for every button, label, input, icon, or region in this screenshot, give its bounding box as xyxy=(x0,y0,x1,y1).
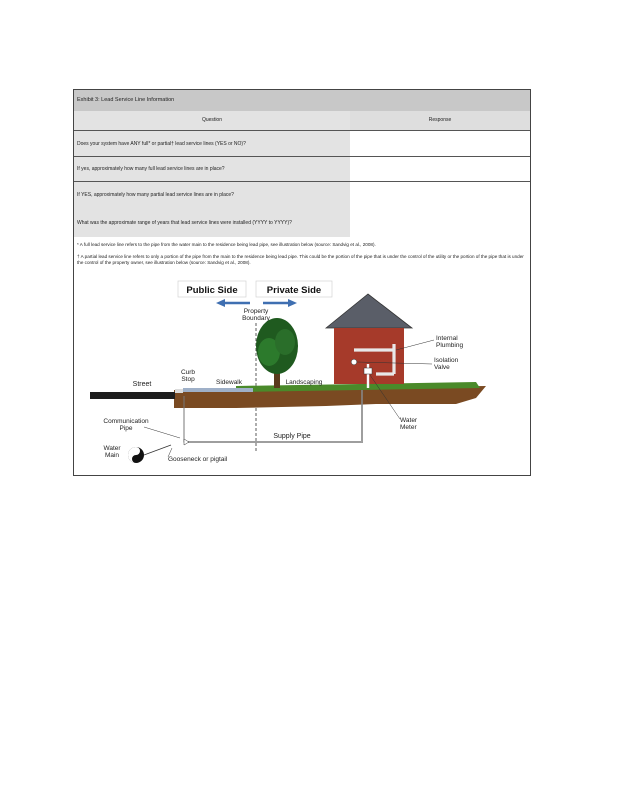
table-row xyxy=(74,156,530,181)
table-row xyxy=(74,208,530,237)
service-line-diagram xyxy=(76,278,528,474)
isolation-valve-icon xyxy=(351,359,357,365)
exhibit-title: Exhibit 3: Lead Service Line Information xyxy=(74,90,530,111)
sidewalk-label: Sidewalk xyxy=(215,379,243,386)
street-surface xyxy=(90,392,175,399)
communication-pipe-label-2: Pipe xyxy=(119,425,133,432)
question-cell: If yes, approximately how many full lead service lines are in place? xyxy=(74,157,350,181)
header-row xyxy=(74,111,530,130)
private-side-label: Private Side xyxy=(266,285,322,296)
footnote-full: * A full lead service line refers to the pipe from the water main to the residence being lead pipe, see illustration below (source: Sandvig et al., 2008). xyxy=(77,242,376,247)
curb-stop-label-2: Stop xyxy=(181,376,195,383)
sidewalk-surface xyxy=(183,388,253,392)
water-meter-label: Water xyxy=(400,417,418,424)
question-cell: Does your system have ANY full* or partial† lead service lines (YES or NO)? xyxy=(74,131,350,156)
gooseneck-label: Gooseneck or pigtail xyxy=(168,456,228,463)
response-column-header: Response xyxy=(350,111,530,130)
communication-pipe-label: Communication xyxy=(103,418,149,425)
response-cell[interactable] xyxy=(350,157,530,181)
internal-plumbing-label: Internal xyxy=(436,335,458,342)
water-main-label: Water xyxy=(103,445,121,452)
curb xyxy=(175,389,183,393)
water-main-label-2: Main xyxy=(104,452,120,459)
response-cell[interactable] xyxy=(350,131,530,156)
arrow-right-icon xyxy=(263,299,297,307)
supply-pipe-label: Supply Pipe xyxy=(273,433,311,440)
curb-stop-label: Curb xyxy=(180,369,196,376)
street-label: Street xyxy=(132,381,152,388)
question-cell: If YES, approximately how many partial lead service lines are in place? xyxy=(74,182,350,208)
arrow-left-icon xyxy=(216,299,250,307)
internal-plumbing-label-2: Plumbing xyxy=(436,342,464,349)
connection-fitting-icon xyxy=(184,439,189,445)
water-meter-label-2: Meter xyxy=(400,424,417,431)
water-main-icon xyxy=(128,445,171,463)
footnote-partial: † A partial lead service line refers to only a portion of the pipe from the main to the residence being lead pipe. This could be the portion of the pipe that is under the control of the utility or the portion of the pipe that is under the control of the property owner, see illustration below (source: Sandvig et al., 2008). xyxy=(77,254,524,265)
house-icon xyxy=(326,294,412,388)
tree-icon xyxy=(256,318,298,388)
question-column-header: Question xyxy=(74,111,350,130)
property-boundary-label: Property xyxy=(243,308,269,315)
isolation-valve-label-2: Valve xyxy=(434,364,450,371)
response-cell[interactable] xyxy=(350,182,530,208)
response-cell[interactable] xyxy=(350,208,530,237)
landscaping-label: Landscaping xyxy=(285,379,323,386)
property-boundary-label-2: Boundary xyxy=(242,315,270,322)
exhibit-table xyxy=(73,89,531,476)
table-row xyxy=(74,130,530,156)
water-meter-box xyxy=(364,368,372,374)
public-side-label: Public Side xyxy=(186,285,238,296)
isolation-valve-label: Isolation xyxy=(434,357,459,364)
table-row xyxy=(74,181,530,208)
question-cell: What was the approximate range of years that lead service lines were installed (YYYY to YYYY)? xyxy=(74,208,350,237)
